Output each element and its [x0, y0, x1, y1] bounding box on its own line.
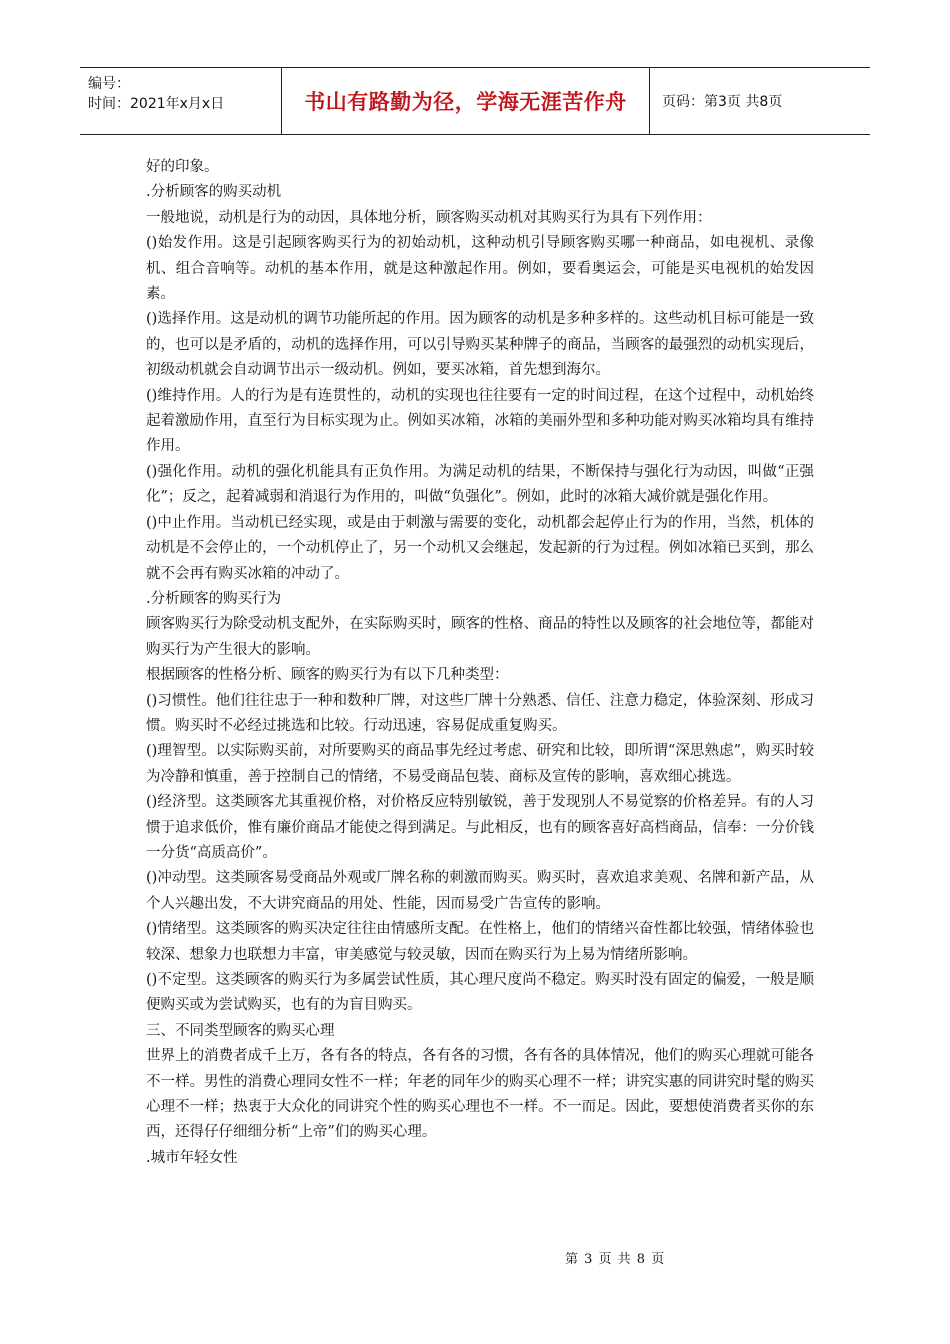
- list-item: ()中止作用。当动机已经实现，或是由于刺激与需要的变化，动机都会起停止行为的作用，当然，机体的动机是不会停止的，一个动机停止了，另一个动机又会继起，发起新的行为过程。例如冰箱已买到，那么就不会再有购买冰箱的冲动了。: [146, 514, 814, 582]
- paragraph: 根据顾客的性格分析、顾客的购买行为有以下几种类型：: [146, 667, 509, 684]
- list-item: ()不定型。这类顾客的购买行为多属尝试性质，其心理尺度尚不稳定。购买时没有固定的偏爱，一般是顺便购买或为尝试购买，也有的为盲目购买。: [146, 972, 814, 1014]
- list-item: ()维持作用。人的行为是有连贯性的，动机的实现也往往要有一定的时间过程，在这个过程中，动机始终起着激励作用，直至行为目标实现为止。例如买冰箱，冰箱的美丽外型和多种功能对购买冰箱均具有维持作用。: [146, 387, 814, 455]
- paragraph: 一般地说，动机是行为的动因，具体地分析，顾客购买动机对其购买行为具有下列作用：: [146, 209, 712, 226]
- header-number-label: 编号：: [88, 76, 130, 92]
- list-item: ()冲动型。这类顾客易受商品外观或厂牌名称的刺激而购买。购买时，喜欢追求美观、名牌和新产品，从个人兴趣出发，不大讲究商品的用处、性能，因而易受广告宣传的影响。: [146, 870, 814, 912]
- list-item: ()理智型。以实际购买前，对所要购买的商品事先经过考虑、研究和比较，即所谓“深思熟虑”，购买时较为冷静和慎重，善于控制自己的情绪，不易受商品包装、商标及宣传的影响，喜欢细心挑选。: [146, 743, 814, 785]
- list-item: ()选择作用。这是动机的调节功能所起的作用。因为顾客的动机是多种多样的。这些动机目标可能是一致的，也可以是矛盾的，动机的选择作用，可以引导购买某种牌子的商品，当顾客的最强烈的动机实现后，初级动机就会自动调节出示一级动机。例如，要买冰箱，首先想到海尔。: [146, 311, 814, 379]
- section-heading: 三、不同类型顾客的购买心理: [146, 1022, 335, 1039]
- section-heading: .分析顾客的购买行为: [146, 590, 282, 607]
- list-item: ()经济型。这类顾客尤其重视价格，对价格反应特别敏锐，善于发现别人不易觉察的价格差异。有的人习惯于追求低价，惟有廉价商品才能使之得到满足。与此相反，也有的顾客喜好高档商品，信奉：一分价钱一分货“高质高价”。: [146, 794, 814, 861]
- section-heading: .分析顾客的购买动机: [146, 184, 282, 201]
- header-meta-cell: [80, 68, 282, 134]
- footer-page-number: 第 3 页 共 8 页: [565, 1252, 666, 1267]
- section-heading: .城市年轻女性: [146, 1149, 238, 1166]
- paragraph: 好的印象。: [146, 159, 219, 175]
- header-page-label: 页码：第3页 共8页: [662, 94, 783, 110]
- header-motto: 书山有路勤为径，学海无涯苦作舟: [282, 68, 650, 134]
- paragraph: 世界上的消费者成千上万，各有各的特点，各有各的习惯，各有各的具体情况，他们的购买心理就可能各不一样。男性的消费心理同女性不一样；年老的同年少的购买心理不一样；讲究实惠的同讲究时髦的购买心理不一样；热衷于大众化的同讲究个性的购买心理也不一样。不一而足。因此，要想使消费者买你的东西，还得仔仔细细分析“上帝”们的购买心理。: [146, 1048, 814, 1141]
- list-item: ()习惯性。他们往往忠于一种和数种厂牌，对这些厂牌十分熟悉、信任、注意力稳定，体验深刻、形成习惯。购买时不必经过挑选和比较。行动迅速，容易促成重复购买。: [146, 692, 814, 734]
- document-body: [146, 155, 814, 1171]
- list-item: ()强化作用。动机的强化机能具有正负作用。为满足动机的结果，不断保持与强化行为动因，叫做“正强化”；反之，起着减弱和消退行为作用的，叫做“负强化”。例如，此时的冰箱大减价就是强化作用。: [146, 463, 814, 506]
- header-date-label: 时间：2021年x月x日: [88, 96, 225, 112]
- page-header: [80, 67, 870, 135]
- list-item: ()始发作用。这是引起顾客购买行为的初始动机，这种动机引导顾客购买哪一种商品，如电视机、录像机、组合音响等。动机的基本作用，就是这种激起作用。例如，要看奥运会，可能是买电视机的始发因素。: [146, 235, 814, 303]
- paragraph: 顾客购买行为除受动机支配外，在实际购买时，顾客的性格、商品的特性以及顾客的社会地位等，都能对购买行为产生很大的影响。: [146, 616, 814, 658]
- list-item: ()情绪型。这类顾客的购买决定往往由情感所支配。在性格上，他们的情绪兴奋性都比较强，情绪体验也较深、想象力也联想力丰富，审美感觉与较灵敏，因而在购买行为上易为情绪所影响。: [146, 921, 814, 963]
